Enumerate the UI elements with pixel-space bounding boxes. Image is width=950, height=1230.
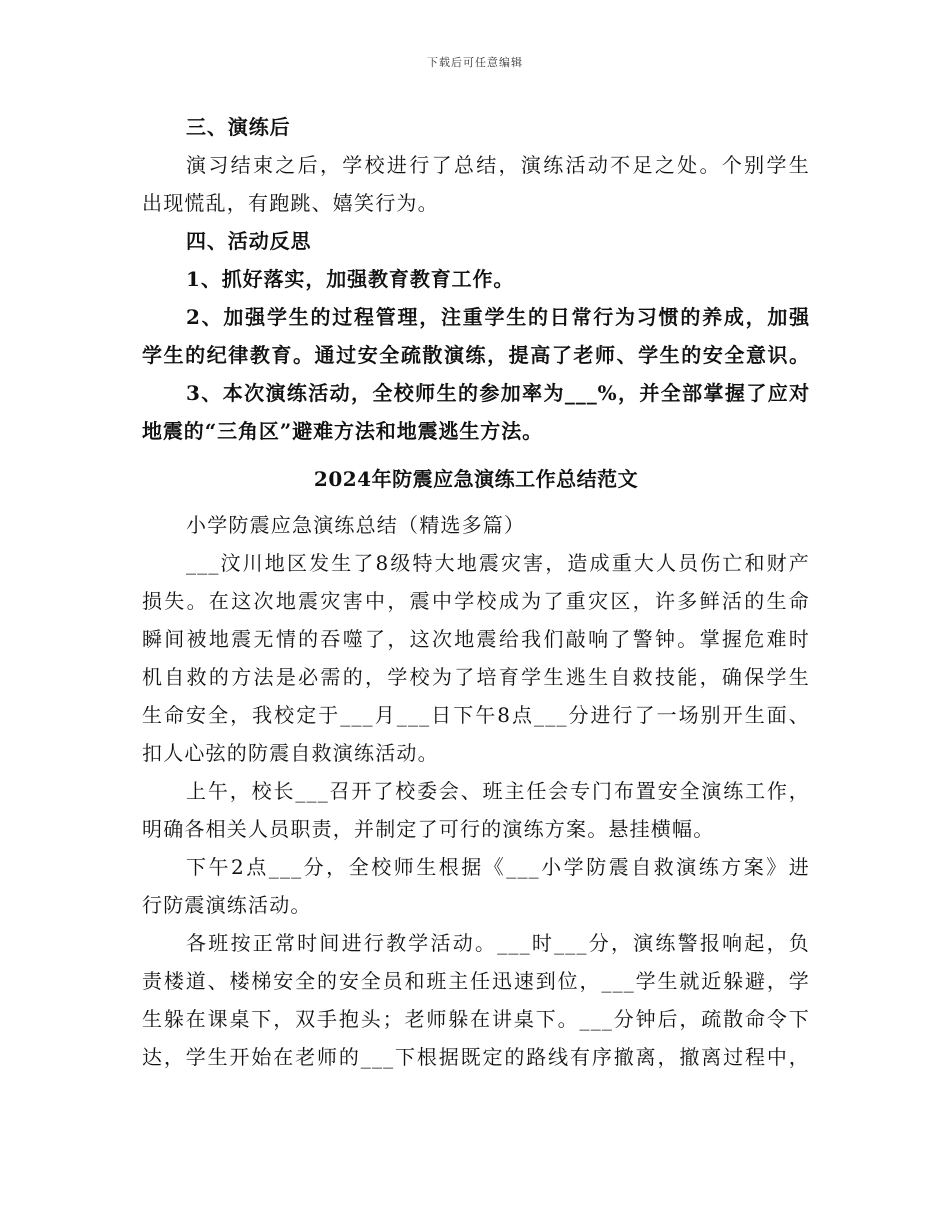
paragraph-line: 责楼道、楼梯安全的安全员和班主任迅速到位，___学生就近躲避，学: [142, 969, 810, 993]
paragraph-line: 生躲在课桌下，双手抱头；老师躲在讲桌下。___分钟后，疏散命令下: [142, 1007, 810, 1031]
paragraph-line: ___汶川地区发生了8级特大地震灾害，造成重大人员伤亡和财产: [186, 551, 810, 575]
reflection-item-1: 1、抓好落实，加强教育教育工作。: [186, 267, 515, 291]
section-heading-4: 四、活动反思: [186, 229, 312, 253]
reflection-item-2-line: 学生的纪律教育。通过安全疏散演练，提高了老师、学生的安全意识。: [142, 343, 810, 367]
reflection-item-3-line: 3、本次演练活动，全校师生的参加率为___%，并全部掌握了应对: [186, 381, 810, 405]
paragraph-line: 下午2点___分，全校师生根据《___小学防震自救演练方案》进: [186, 855, 810, 879]
paragraph-line: 扣人心弦的防震自救演练活动。: [142, 741, 439, 765]
header-note: 下载后可任意编辑: [427, 56, 523, 69]
paragraph-line: 上午，校长___召开了校委会、班主任会专门布置安全演练工作，: [186, 779, 810, 803]
paragraph-line: 瞬间被地震无情的吞噬了，这次地震给我们敲响了警钟。掌握危难时: [142, 627, 810, 651]
paragraph-line: 损失。在这次地震灾害中，震中学校成为了重灾区，许多鲜活的生命: [142, 589, 810, 613]
section-heading-3: 三、演练后: [186, 115, 291, 139]
paragraph-line: 各班按正常时间进行教学活动。___时___分，演练警报响起，负: [186, 931, 810, 955]
reflection-item-2-line: 2、加强学生的过程管理，注重学生的日常行为习惯的养成，加强: [186, 305, 810, 329]
document-subtitle: 小学防震应急演练总结（精选多篇）: [186, 513, 526, 537]
paragraph-line: 行防震演练活动。: [142, 893, 312, 917]
reflection-item-3-line: 地震的“三角区”避难方法和地震逃生方法。: [142, 419, 544, 443]
document-title: 2024年防震应急演练工作总结范文: [313, 467, 639, 491]
paragraph-line: 出现慌乱，有跑跳、嬉笑行为。: [142, 191, 439, 215]
paragraph-line: 演习结束之后，学校进行了总结，演练活动不足之处。个别学生: [186, 153, 810, 177]
document-body: [142, 108, 810, 1076]
paragraph-line: 机自救的方法是必需的，学校为了培育学生逃生自救技能，确保学生: [142, 665, 810, 689]
paragraph-line: 达，学生开始在老师的___下根据既定的路线有序撤离，撤离过程中，: [142, 1045, 810, 1069]
paragraph-line: 生命安全，我校定于___月___日下午8点___分进行了一场别开生面、: [142, 703, 810, 727]
paragraph-line: 明确各相关人员职责，并制定了可行的演练方案。悬挂横幅。: [142, 817, 715, 841]
